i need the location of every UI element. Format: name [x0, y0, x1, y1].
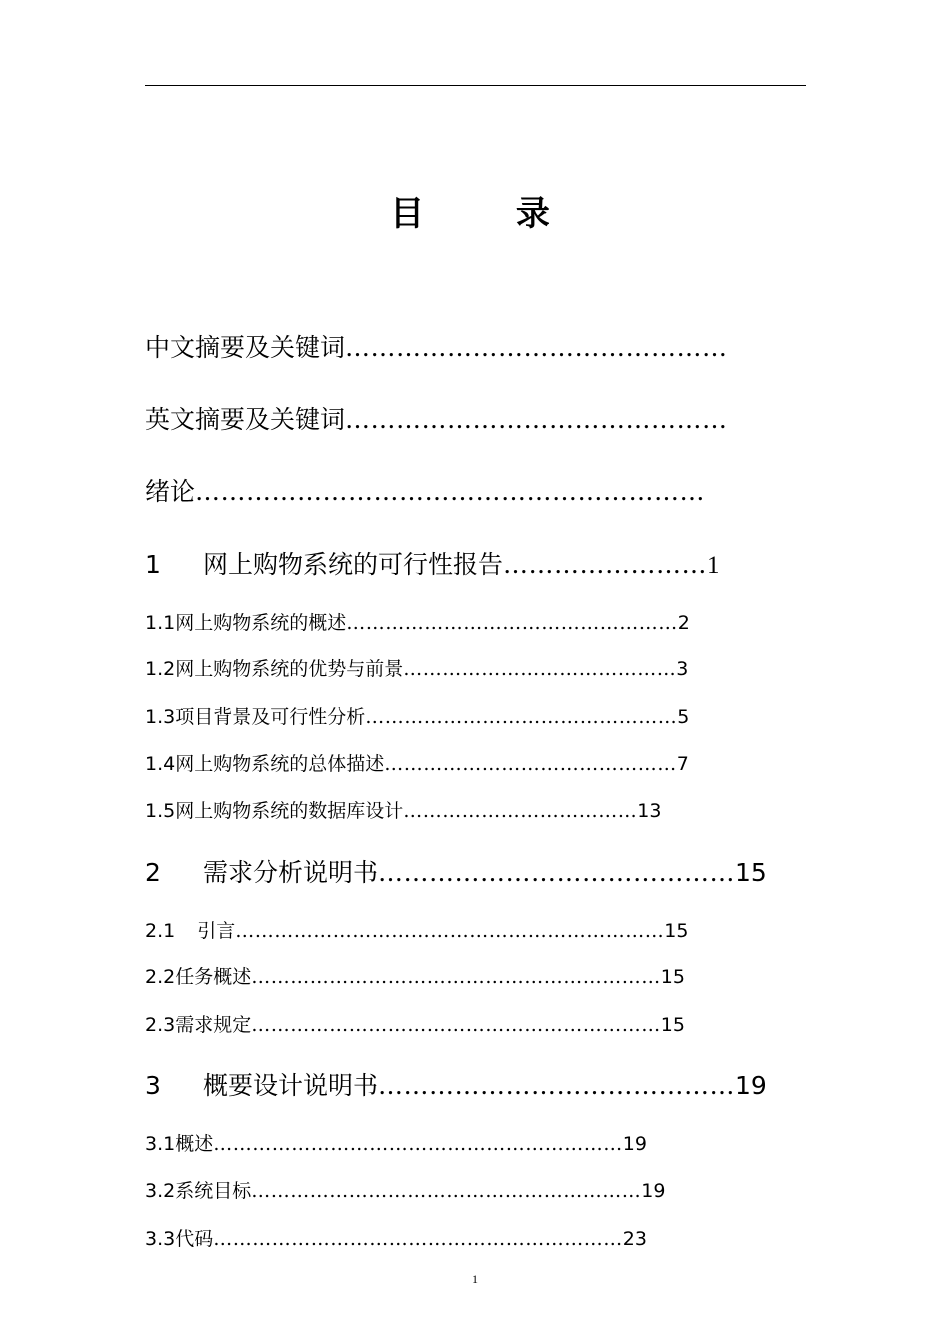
toc-entry-text: 系统目标	[175, 1180, 252, 1202]
toc-entry-3-3[interactable]	[145, 1230, 647, 1249]
toc-leader-dots: ………………………………………………………	[213, 1228, 623, 1250]
toc-entry-number: 1	[145, 550, 161, 579]
toc-title: 目 录	[390, 194, 590, 234]
toc-entry-text: 网上购物系统的数据库设计	[175, 800, 404, 822]
toc-entry-text: 英文摘要及关键词	[145, 405, 346, 434]
toc-leader-dots: ………………………………………	[345, 333, 728, 362]
toc-entry-page: 7	[676, 753, 689, 775]
toc-entry-number: 3.1	[145, 1133, 176, 1155]
toc-entry-page: 1	[707, 552, 720, 579]
toc-leader-dots: ………………………………	[403, 800, 638, 822]
toc-entry-page: 15	[664, 920, 689, 942]
toc-leader-dots: ………………………………………………………	[251, 1014, 661, 1036]
toc-entry-text: 网上购物系统的总体描述	[175, 753, 385, 775]
toc-entry-page: 19	[735, 1071, 767, 1100]
toc-entry-number: 2.3	[145, 1014, 176, 1036]
toc-leader-dots: …………………………………………………………	[235, 920, 665, 942]
toc-leader-dots: ……………………	[503, 550, 708, 579]
toc-entry-text: 需求规定	[175, 1014, 252, 1036]
toc-entry-text: 任务概述	[175, 966, 252, 988]
toc-leader-dots: …………………………………………	[365, 706, 678, 728]
toc-entry-chapter-3[interactable]	[145, 1073, 767, 1098]
toc-entry-abstract-cn[interactable]	[145, 335, 728, 360]
toc-entry-page: 2	[677, 612, 690, 634]
toc-entry-text: 绪论	[145, 477, 196, 506]
toc-entry-1-5[interactable]	[145, 802, 661, 821]
header-rule	[145, 85, 806, 86]
toc-entry-text: 项目背景及可行性分析	[175, 706, 366, 728]
toc-entry-number: 1.3	[145, 706, 176, 728]
toc-entry-number: 3.2	[145, 1180, 176, 1202]
toc-entry-number: 2	[145, 858, 161, 887]
toc-entry-1-3[interactable]	[145, 708, 689, 727]
toc-entry-text: 代码	[175, 1228, 214, 1250]
toc-entry-1-4[interactable]	[145, 755, 689, 774]
toc-leader-dots: ……………………………………………………	[251, 1180, 642, 1202]
toc-leader-dots: ……………………………………	[378, 858, 736, 887]
toc-entry-text: 网上购物系统的优势与前景	[175, 658, 404, 680]
toc-leader-dots: ………………………………………	[384, 753, 677, 775]
toc-entry-number: 2.1	[145, 920, 176, 942]
toc-leader-dots: ……………………………………………	[346, 612, 678, 634]
toc-entry-text: 概要设计说明书	[203, 1071, 379, 1100]
toc-entry-page: 15	[735, 858, 767, 887]
toc-leader-dots: ……………………………………………………	[195, 477, 706, 506]
toc-entry-introduction[interactable]	[145, 479, 705, 504]
toc-entry-abstract-en[interactable]	[145, 407, 728, 432]
toc-leader-dots: ………………………………………………………	[213, 1133, 623, 1155]
toc-entry-3-2[interactable]	[145, 1182, 665, 1201]
toc-entry-chapter-1[interactable]	[145, 552, 720, 578]
toc-entry-1-1[interactable]	[145, 614, 690, 633]
toc-entry-text: 中文摘要及关键词	[145, 333, 346, 362]
toc-entry-number: 1.1	[145, 612, 176, 634]
toc-entry-number: 2.2	[145, 966, 176, 988]
toc-entry-page: 15	[660, 1014, 685, 1036]
page-number: 1	[472, 1272, 478, 1286]
toc-entry-page: 13	[637, 800, 662, 822]
toc-entry-page: 15	[660, 966, 685, 988]
toc-entry-page: 3	[676, 658, 689, 680]
toc-entry-number: 1.5	[145, 800, 176, 822]
toc-entry-text: 引言	[197, 920, 236, 942]
toc-entry-text: 网上购物系统的可行性报告	[203, 550, 504, 579]
toc-entry-number: 1.2	[145, 658, 176, 680]
toc-entry-2-1[interactable]	[145, 922, 688, 941]
toc-leader-dots: ……………………………………	[378, 1071, 736, 1100]
toc-entry-number: 3.3	[145, 1228, 176, 1250]
toc-entry-text: 需求分析说明书	[203, 858, 379, 887]
toc-entry-2-2[interactable]	[145, 968, 685, 987]
toc-entry-page: 23	[622, 1228, 647, 1250]
toc-entry-2-3[interactable]	[145, 1016, 685, 1035]
toc-leader-dots: ………………………………………………………	[251, 966, 661, 988]
toc-entry-text: 网上购物系统的概述	[175, 612, 347, 634]
toc-entry-1-2[interactable]	[145, 660, 688, 679]
toc-entry-page: 5	[677, 706, 690, 728]
toc-entry-chapter-2[interactable]	[145, 860, 767, 885]
toc-leader-dots: ……………………………………	[403, 658, 677, 680]
toc-entry-text: 概述	[175, 1133, 214, 1155]
toc-entry-number: 1.4	[145, 753, 176, 775]
toc-leader-dots: ………………………………………	[345, 405, 728, 434]
toc-entry-number: 3	[145, 1071, 161, 1100]
toc-entry-page: 19	[641, 1180, 666, 1202]
toc-entry-page: 19	[622, 1133, 647, 1155]
toc-entry-3-1[interactable]	[145, 1135, 647, 1154]
